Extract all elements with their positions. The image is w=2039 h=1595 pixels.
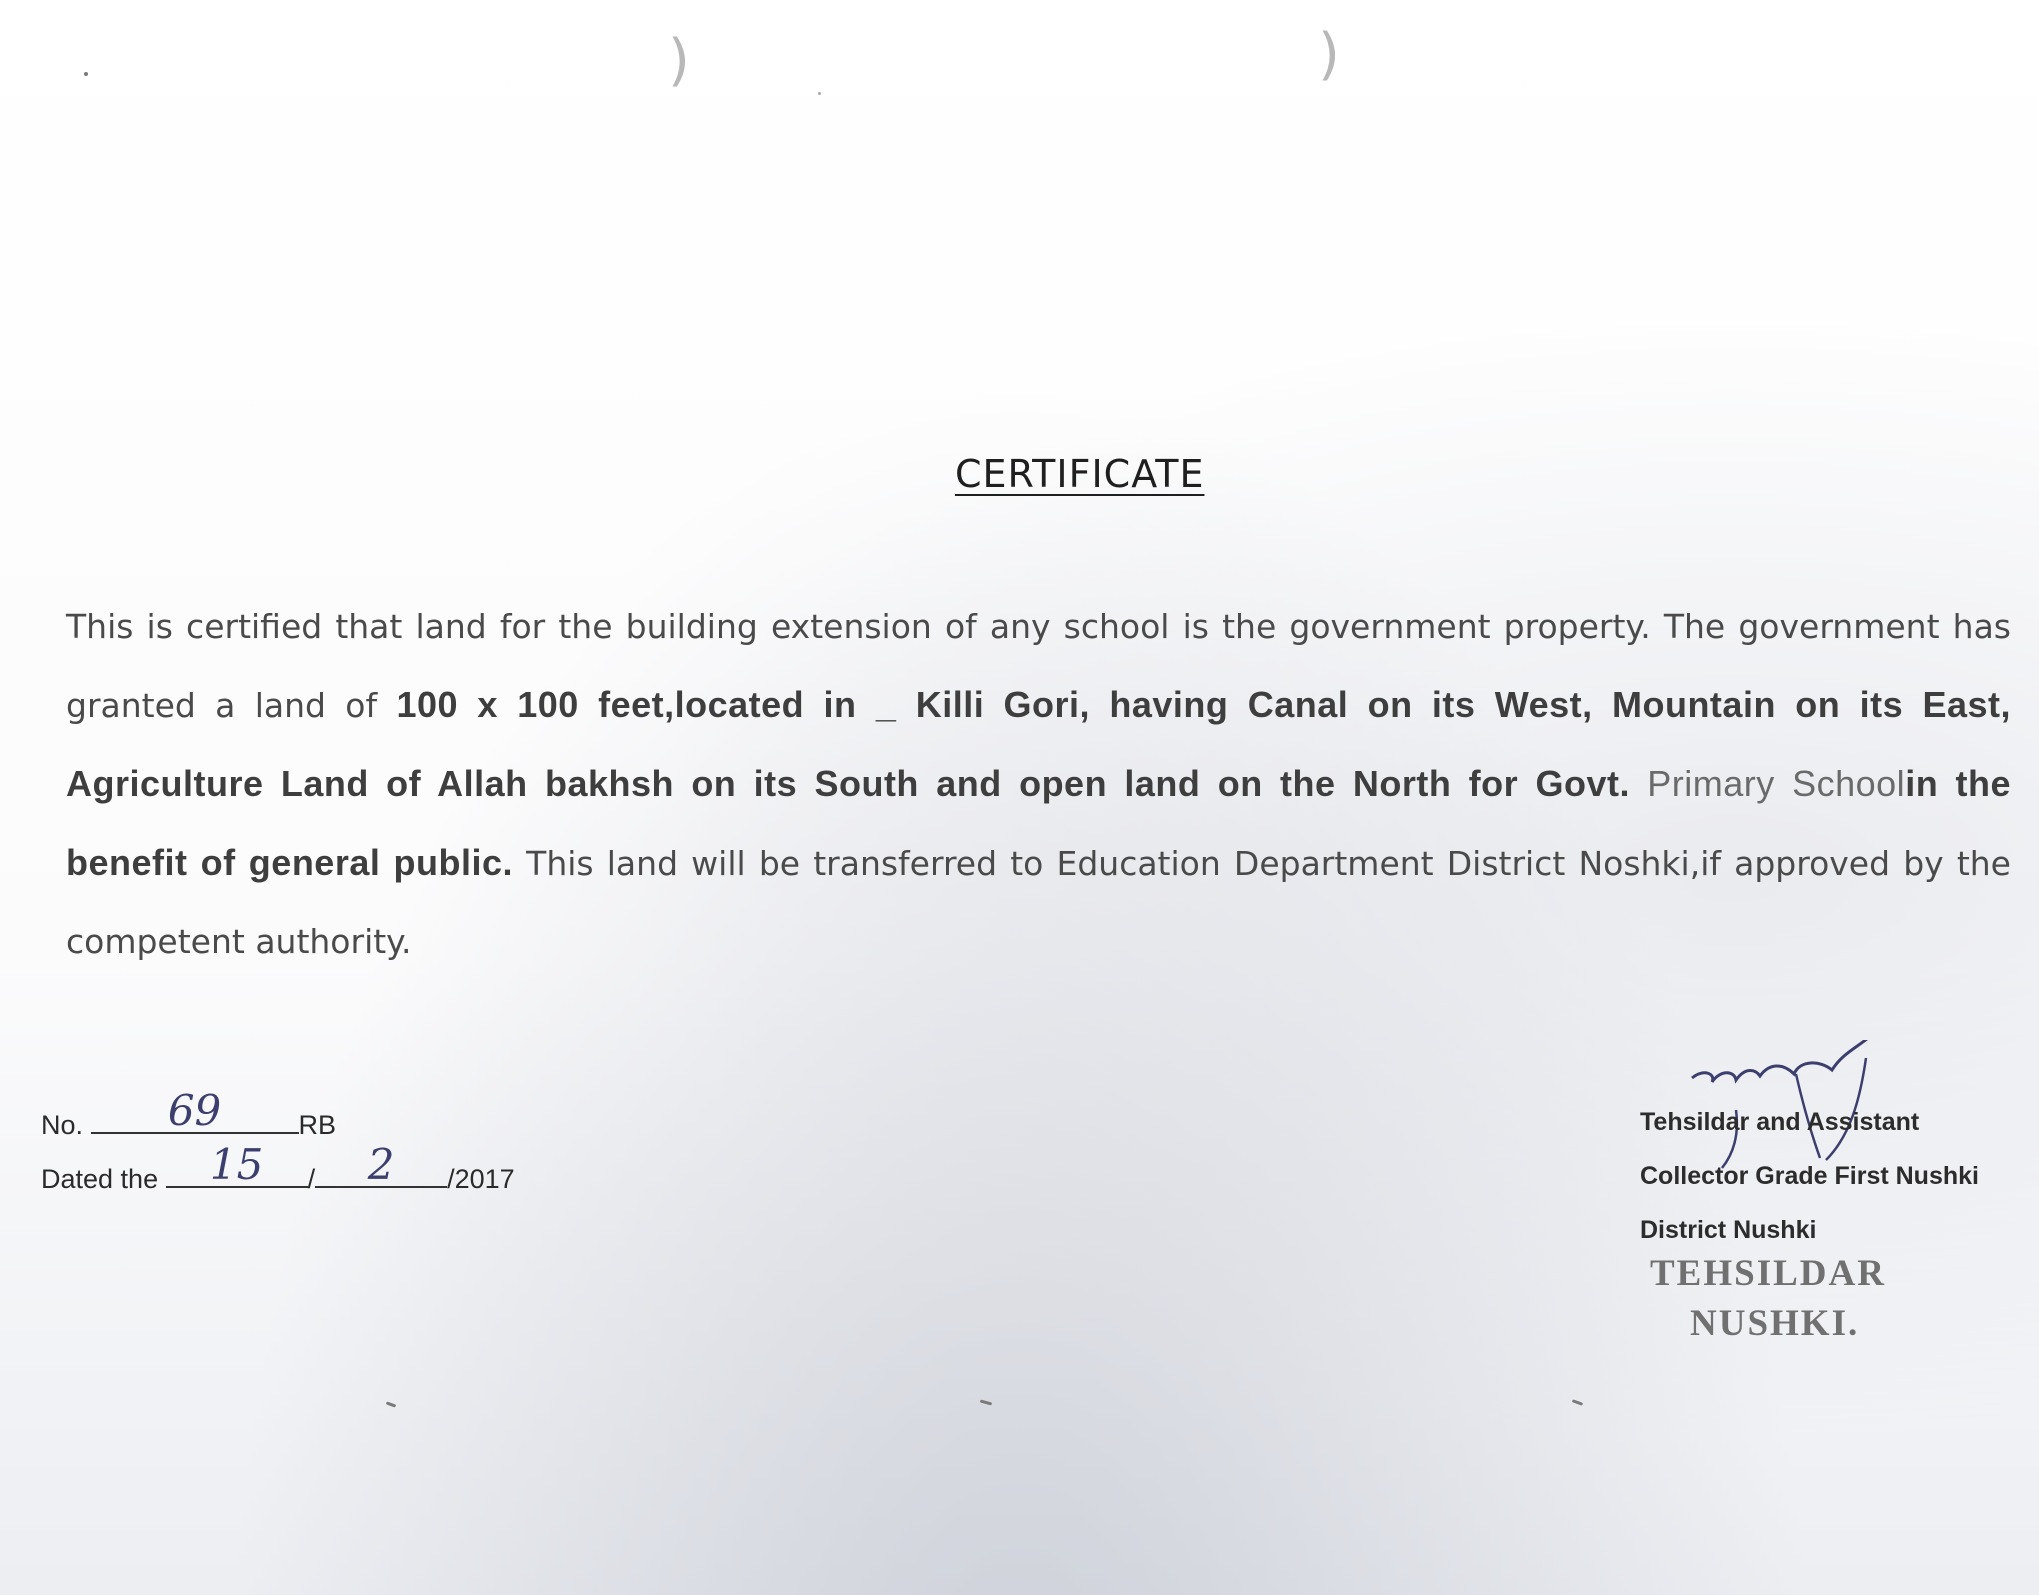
certificate-title: CERTIFICATE	[955, 452, 1205, 496]
signatory-block	[1640, 1108, 1979, 1270]
official-stamp-line-1: TEHSILDAR	[1650, 1253, 1886, 1294]
body-school-type: Primary School	[1647, 763, 1906, 804]
date-month-blank	[315, 1140, 447, 1189]
body-closing: This land will be transferred to Education Department District Noshki,if approved by the competent authority.	[66, 844, 2011, 961]
date-day-blank	[166, 1140, 308, 1189]
handwritten-day: 15	[209, 1140, 264, 1189]
handwritten-month: 2	[367, 1140, 395, 1189]
dated-label: Dated the	[41, 1164, 159, 1194]
scan-speck	[386, 1401, 396, 1407]
body-purpose: in the benefit of general public.	[66, 763, 2012, 883]
punch-hole-mark-left: )	[668, 28, 690, 93]
certificate-date-row	[41, 1140, 515, 1195]
body-intro: This is certified that land for the building extension of any school is the government property. The government has granted a land of	[66, 607, 2011, 725]
scan-speck	[1572, 1399, 1583, 1406]
scan-speck	[84, 72, 88, 76]
signatory-title: Tehsildar and Assistant	[1640, 1108, 1920, 1136]
handwritten-number: 69	[167, 1086, 222, 1135]
date-year: /2017	[447, 1164, 515, 1194]
number-label: No.	[41, 1110, 84, 1140]
official-stamp-line-2: NUSHKI.	[1690, 1303, 1860, 1344]
signatory-designation: Collector Grade First Nushki	[1640, 1162, 1979, 1190]
number-blank	[91, 1086, 299, 1135]
certificate-number-row	[41, 1086, 337, 1141]
punch-hole-mark-right: )	[1318, 22, 1340, 87]
certificate-body	[66, 588, 2011, 981]
date-separator: /	[307, 1164, 316, 1194]
body-land-details: 100 x 100 feet,located in _ Killi Gori, having Canal on its West, Mountain on its East, Agriculture Land of Allah bakhsh on its South and open land on the North for Govt.	[66, 684, 2011, 804]
number-suffix: RB	[298, 1110, 337, 1140]
signatory-district: District Nushki	[1640, 1216, 1817, 1244]
scan-speck	[980, 1399, 992, 1405]
scan-speck	[818, 92, 821, 95]
